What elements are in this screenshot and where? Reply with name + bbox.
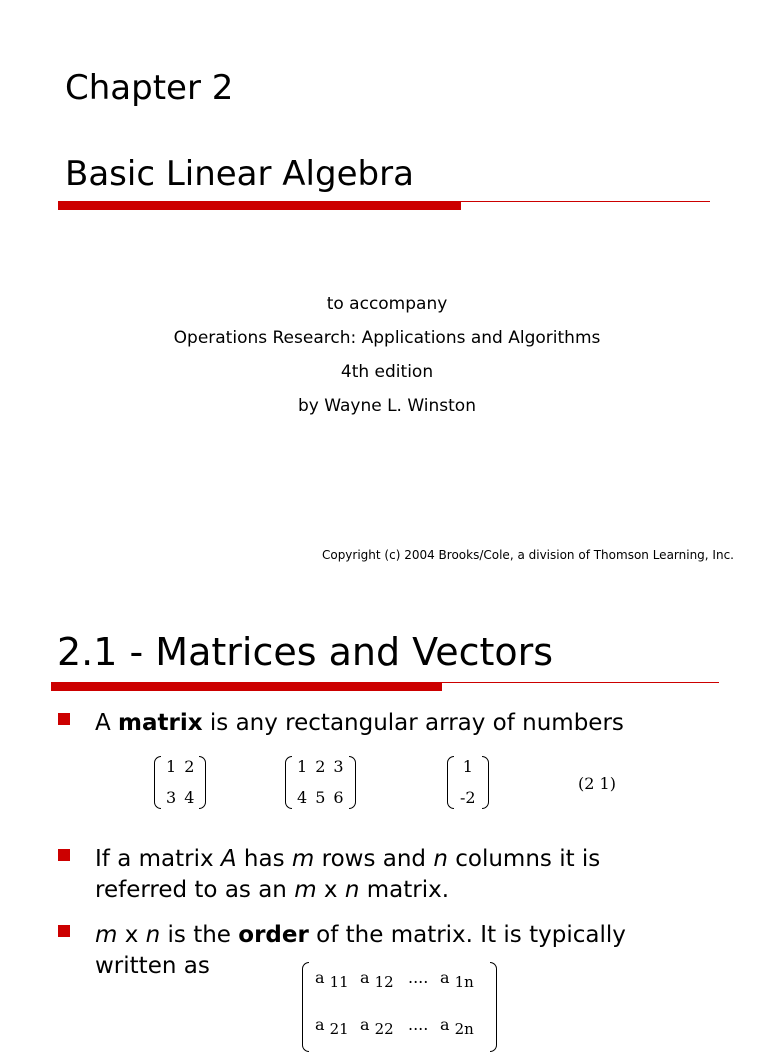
matrix-cell: 3 <box>166 788 177 807</box>
bullet-text-part: If a matrix <box>95 846 221 872</box>
bullet-square-icon <box>58 925 70 937</box>
bullet-text-part: columns it is <box>447 846 601 872</box>
matrix-cell: -2 <box>460 788 476 807</box>
matrix-entry <box>408 968 440 999</box>
var-m: m <box>294 877 317 903</box>
left-paren <box>302 962 309 1052</box>
example-row-vector: (2 1) <box>578 774 616 793</box>
bullet-square-icon <box>58 713 70 725</box>
title-underline-thin <box>461 201 710 202</box>
var-A: A <box>220 846 237 872</box>
left-paren <box>447 756 454 809</box>
left-paren <box>285 756 292 809</box>
matrix-entry <box>315 1015 360 1046</box>
right-paren <box>490 962 497 1052</box>
matrix-cell: 6 <box>333 788 344 807</box>
right-paren <box>482 756 489 809</box>
matrix-entry-part: a <box>440 1015 450 1034</box>
example-column-vector <box>447 756 489 809</box>
matrix-cell: 4 <box>184 788 195 807</box>
slide-1-title: Basic Linear Algebra <box>65 154 414 194</box>
bullet-text-part: of the matrix. It is typically <box>308 922 626 948</box>
term-order: order <box>238 922 309 948</box>
bullet-text-part: referred to as an <box>95 877 295 903</box>
matrix-cell: 2 <box>184 757 195 776</box>
chapter-label: Chapter 2 <box>65 68 234 108</box>
bullet-text-part: is the <box>160 922 239 948</box>
var-n: n <box>433 846 448 872</box>
bullet-text-part: x <box>316 877 345 903</box>
subtitle-line: Operations Research: Applications and Algorithms <box>173 328 601 348</box>
matrix-entry-part: 11 <box>329 973 349 991</box>
matrix-entry-part: 2n <box>454 1020 474 1038</box>
bullet-matrix-size-line1 <box>95 844 600 875</box>
matrix-entry <box>360 1015 408 1046</box>
bullet-text-part: matrix. <box>359 877 450 903</box>
matrix-entry-part: 12 <box>374 973 394 991</box>
bullet-text-part: is any rectangular array of numbers <box>202 710 624 736</box>
title-underline-thin <box>442 682 719 683</box>
matrix-entry <box>360 968 408 999</box>
bullet-matrix-definition <box>95 708 624 739</box>
matrix-entry-part: a <box>360 968 370 987</box>
var-m: m <box>291 846 315 872</box>
matrix-cell: 1 <box>462 757 473 776</box>
bullet-text-part: A <box>95 710 119 736</box>
example-matrix-2x3 <box>285 756 356 809</box>
matrix-entry-part: a <box>315 1015 325 1034</box>
matrix-entry <box>408 1015 440 1046</box>
bullet-order-line2: written as <box>95 953 210 979</box>
term-matrix: matrix <box>118 710 203 736</box>
bullet-order-line1 <box>95 920 626 951</box>
var-n: n <box>145 922 161 948</box>
title-underline-thick <box>58 201 461 210</box>
matrix-entry <box>440 1015 484 1046</box>
matrix-cell: 2 <box>315 757 326 776</box>
matrix-entry-part: 1n <box>454 973 474 991</box>
matrix-cell: 5 <box>315 788 326 807</box>
example-matrix-2x2 <box>154 756 206 809</box>
matrix-cell: 4 <box>297 788 308 807</box>
matrix-entry-part: .... <box>408 968 429 987</box>
matrix-entry-part: 22 <box>374 1020 394 1038</box>
matrix-entry <box>315 968 360 999</box>
matrix-entry-part: .... <box>408 1015 429 1034</box>
matrix-entry-part: a <box>360 1015 370 1034</box>
bullet-matrix-size-line2 <box>95 875 449 906</box>
bullet-square-icon <box>58 849 70 861</box>
matrix-entry-part: a <box>440 968 450 987</box>
bullet-text-part: has <box>236 846 292 872</box>
subtitle-line: to accompany <box>326 294 448 314</box>
matrix-entry-part: 21 <box>329 1020 349 1038</box>
bullet-text-part: x <box>117 922 146 948</box>
var-m: m <box>95 922 118 948</box>
slide-2-title: 2.1 - Matrices and Vectors <box>57 630 554 674</box>
right-paren <box>349 756 356 809</box>
left-paren <box>154 756 161 809</box>
var-n: n <box>344 877 360 903</box>
copyright-notice: Copyright (c) 2004 Brooks/Cole, a division of Thomson Learning, Inc. <box>321 548 734 562</box>
title-underline-thick <box>51 682 442 691</box>
bullet-text-part: rows and <box>314 846 434 872</box>
matrix-cell: 1 <box>297 757 308 776</box>
matrix-cell: 3 <box>333 757 344 776</box>
right-paren <box>199 756 206 809</box>
matrix-cell: 1 <box>166 757 177 776</box>
subtitle-line: 4th edition <box>340 362 434 382</box>
matrix-entry-part: a <box>315 968 325 987</box>
subtitle-line: by Wayne L. Winston <box>297 396 476 416</box>
matrix-entry <box>440 968 484 999</box>
general-matrix <box>302 962 497 1052</box>
